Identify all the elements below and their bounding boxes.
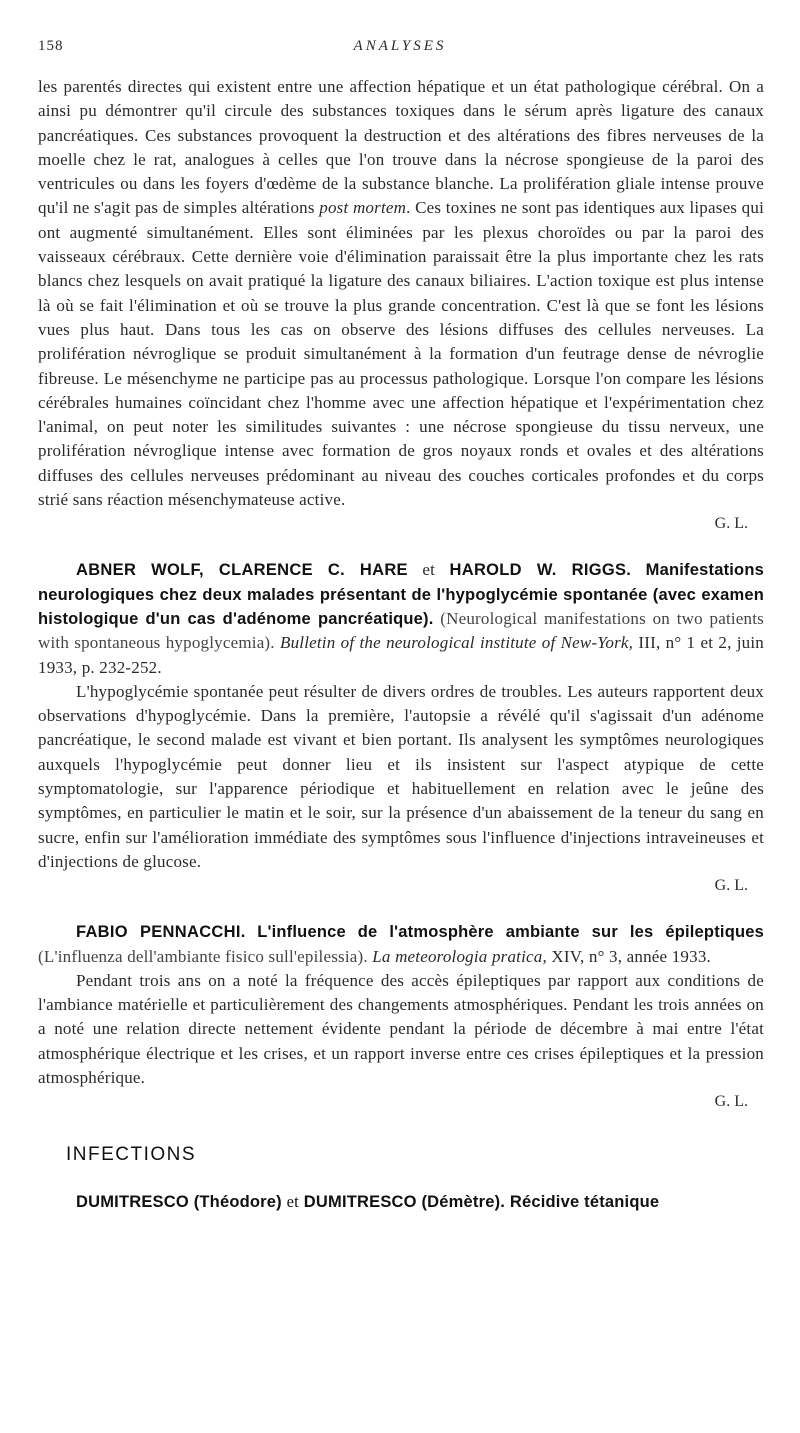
article-hypoglycemie (38, 558, 764, 898)
article-signature: G. L. (714, 1093, 748, 1111)
page-body (38, 75, 764, 1215)
article-paragraph: Pendant trois ans on a noté la fréquence des accès épileptiques par rapport aux conditions de l'ambiance matérielle et particulièrement des changements atmosphériques. Pendant les trois années on a noté une relation directe nettement évidente pendant la période de décembre à mai entre l'état atmosphérique électrique et les crises, et un rapport inverse entre ces crises épileptiques et la pression atmosphérique. (38, 970, 764, 1087)
article-paragraph: L'hypoglycémie spontanée peut résulter de divers ordres de troubles. Les auteurs rapportent deux observations d'hypoglycémie. Dans la première, l'autopsie a révélé qu'il s'agissait d'un adénome pancréatique, le second malade est vivant et bien portant. Ils analysent les symptômes neurologiques auxquels l'hypoglycémie peut donner lieu et ils insistent sur l'aspect atypique de cette symptomatologie, sur l'apparence périodique et habituellement en relation avec le jeûne des symptômes, en particulier le matin et le soir, sur la présence d'un abaissement de la teneur du sang en sucre, enfin sur l'amélioration immédiate des symptômes sous l'influence d'injections intraveineuses et d'injections de glucose. (38, 681, 764, 871)
article-epilepsie (38, 920, 764, 1114)
page-header (38, 38, 762, 64)
article-signature: G. L. (714, 877, 748, 895)
article-signature: G. L. (714, 515, 748, 533)
article-heading-tetanique: DUMITRESCO (Théodore) et DUMITRESCO (Démètre). Récidive tétanique (76, 1192, 660, 1212)
article-heading: ABNER WOLF, CLARENCE C. HARE et HAROLD W. RIGGS. Manifestations neurologiques chez deux malades présentant de l'hypoglycémie spontanée (avec examen histologique d'un cas d'adénome pancréatique). (Neurological manifestations on two patients with spontaneous hypoglycemia). Bulletin of the neurological institute of New-York, III, n° 1 et 2, juin 1933, p. 232-252. (38, 560, 765, 677)
section-title: INFECTIONS (66, 1144, 197, 1166)
article-paragraph: les parentés directes qui existent entre une affection hépatique et un état pathologique cérébral. On a ainsi pu démontrer qu'il circule des substances toxiques dans le sérum après ligature des canaux pancréatiques. Ces substances provoquent la destruction et des altérations des fibres nerveuses de la moelle chez le rat, analogues à celles que l'on trouve dans la nécrose spongieuse de la paroi des ventricules ou dans les foyers d'œdème de la substance blanche. La prolifération gliale intense prouve qu'il ne s'agit pas de simples altérations post mortem. Ces toxines ne sont pas identiques aux lipases qui ont augmenté simultanément. Elles sont éliminées par les plexus choroïdes ou par la paroi des vaisseaux cérébraux. Cette dernière voie d'élimination paraissait être la plus importante chez les rats blancs chez lesquels on avait pratiqué la ligature des canaux biliaires. L'action toxique est plus intense là où se fait l'élimination et où se trouve la plus grande concentration. C'est là que se font les lésions vues plus haut. Dans tous les cas on observe des lésions diffuses des cellules nerveuses. La prolifération névroglique se produit simultanément à la formation d'un feutrage dense de névroglie fibreuse. Le mésenchyme ne participe pas au processus pathologique. Lorsque l'on compare les lésions cérébrales humaines coïncidant chez l'homme avec une affection hépatique et l'expérimentation chez l'animal, on peut noter les similitudes suivantes : une nécrose spongieuse du tissu nerveux, une prolifération névroglique intense avec formation de gros noyaux ronds et ovales et des altérations diffuses des cellules nerveuses prédominant au niveau des couches corticales profondes et du corps strié sans réaction mésenchymateuse active. (38, 77, 765, 510)
running-title: ANALYSES (353, 38, 447, 54)
article-heading: FABIO PENNACCHI. L'influence de l'atmosphère ambiante sur les épileptiques (L'influenza dell'ambiante fisico sull'epilessia). La meteorologia pratica, XIV, n° 3, année 1933. (38, 923, 765, 966)
page-number: 158 (38, 38, 64, 54)
article-continued (38, 75, 764, 536)
